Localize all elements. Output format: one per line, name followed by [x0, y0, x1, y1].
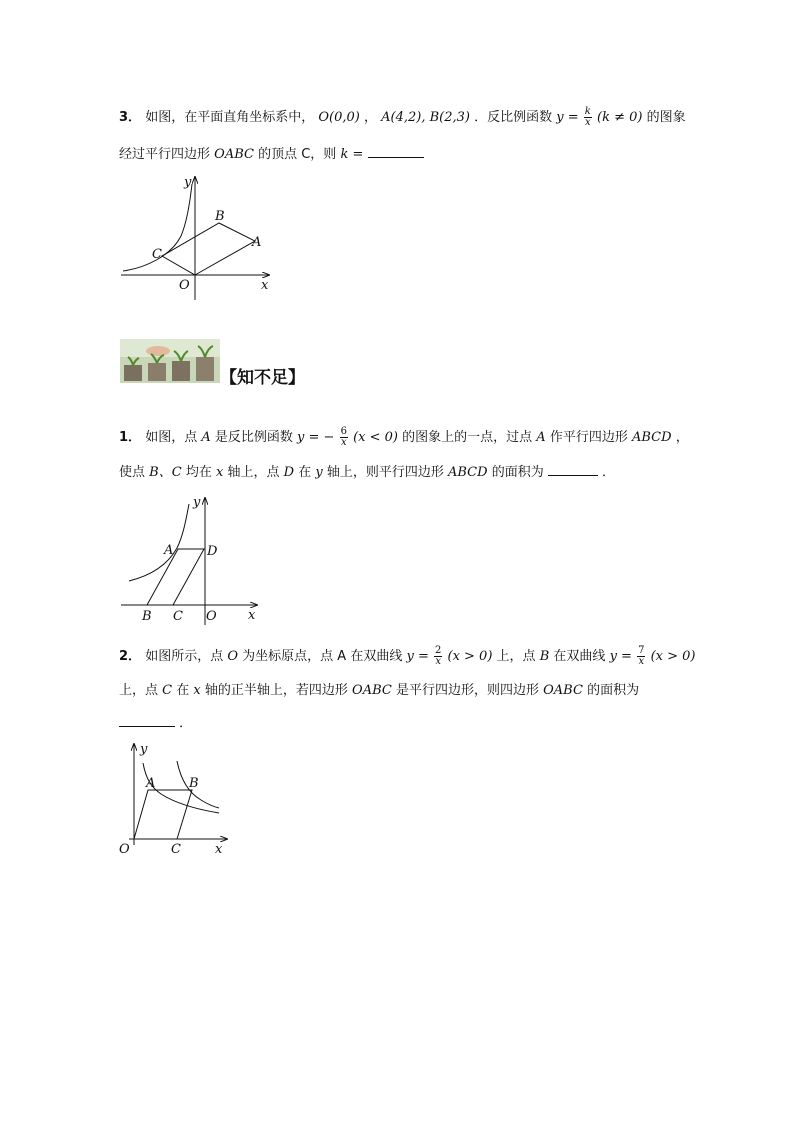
k2-text: 上，点 — [119, 683, 159, 698]
k2-line-2 — [119, 682, 639, 700]
x-axis-label: x — [248, 608, 256, 623]
numerator: 6 — [340, 426, 347, 437]
k2-text: 为坐标原点，点 A 在双曲线 — [242, 649, 403, 664]
seedling-coins-banner-image — [120, 339, 220, 383]
k1-text: 轴上，点 — [227, 465, 280, 480]
k2-line-3 — [119, 714, 192, 733]
point-d-label: D — [207, 544, 218, 559]
k1-line-2 — [119, 463, 615, 482]
function-condition: (x > 0) — [650, 649, 696, 664]
question-number: 3． — [119, 110, 142, 125]
shape-name: ABCD — [448, 465, 488, 480]
denominator: x — [585, 117, 591, 128]
q3-text: 经过平行四边形 — [119, 147, 211, 162]
origin-label: O — [179, 278, 190, 293]
point-a-label: A — [252, 235, 262, 250]
k1-figure — [115, 492, 265, 627]
origin-label: O — [206, 609, 217, 624]
x-axis-label: x — [215, 842, 223, 857]
hyperbola-curve — [129, 504, 189, 581]
k2-line-1 — [119, 646, 696, 667]
k2-figure — [115, 739, 235, 859]
k2-text: 如图所示，点 — [145, 649, 224, 664]
origin-label: O — [119, 842, 130, 857]
point-a-label: A — [146, 776, 156, 791]
function-condition: (x < 0) — [353, 430, 398, 445]
point-a-label: A — [164, 543, 174, 558]
function-condition: (x > 0) — [447, 649, 493, 664]
k2-text: 上，点 — [496, 649, 536, 664]
k1-text: 均在 — [185, 465, 212, 480]
fraction — [434, 646, 442, 667]
numerator: 2 — [434, 645, 442, 656]
points-b-c: B、C — [149, 465, 182, 480]
point-a: A — [536, 430, 546, 445]
fraction — [340, 427, 348, 448]
q3-text: 的顶点 C，则 — [258, 147, 337, 162]
y-axis-label: y — [193, 495, 201, 510]
point-a-coord: A(4,2), — [381, 110, 426, 125]
point-b: B — [539, 649, 550, 664]
answer-blank[interactable] — [368, 145, 424, 158]
q3-line-1 — [119, 107, 686, 128]
q3-line-2 — [119, 145, 424, 164]
k2-text: 轴的正半轴上，若四边形 — [204, 683, 348, 698]
k1-line-1 — [119, 427, 689, 448]
function-lhs: y = — [556, 110, 583, 125]
numerator: 7 — [638, 645, 645, 656]
parallelogram-oabc — [134, 790, 192, 839]
k1-text: 的图象上的一点，过点 — [402, 430, 533, 445]
point-b-label: B — [215, 209, 225, 224]
numerator: k — [584, 106, 591, 117]
point-a: A — [201, 430, 211, 445]
k1-text: 在 — [298, 465, 312, 480]
k1-text: ， — [675, 430, 689, 445]
point-b-label: B — [142, 609, 152, 624]
question-number: 2． — [119, 649, 142, 664]
y-axis-label: y — [184, 175, 192, 190]
point-b-label: B — [189, 776, 199, 791]
axis-name: x — [215, 465, 224, 480]
point-o-coord: O(0,0) — [318, 110, 360, 125]
shape-name: ABCD — [631, 430, 672, 445]
fraction — [637, 646, 645, 667]
q3-text: ．反比例函数 — [474, 110, 553, 125]
k2-text: 在 — [176, 683, 190, 698]
period: ． — [602, 465, 616, 480]
question-number: 1． — [119, 430, 142, 445]
function-condition: (k ≠ 0) — [597, 110, 643, 125]
k1-text: 是反比例函数 — [214, 430, 293, 445]
point-c-label: C — [173, 609, 183, 624]
denominator: x — [340, 437, 347, 448]
k2-text: 在双曲线 — [553, 649, 606, 664]
k2-text: 是平行四边形，则四边形 — [395, 683, 539, 698]
separator: ， — [363, 110, 377, 125]
parallelogram-abcd — [147, 549, 204, 605]
answer-blank[interactable] — [119, 714, 175, 727]
point-c: C — [162, 683, 173, 698]
q3-figure — [115, 172, 280, 302]
denominator: x — [435, 656, 441, 667]
k1-text: 作平行四边形 — [549, 430, 628, 445]
section-title: 【知不足】 — [220, 368, 305, 388]
period: ． — [179, 716, 193, 731]
ask-variable: k = — [340, 147, 368, 162]
point-c-label: C — [152, 247, 162, 262]
axis-name: y — [315, 465, 323, 480]
function-lhs: y = — [609, 649, 637, 664]
fraction — [584, 107, 592, 128]
k1-text: 轴上，则平行四边形 — [326, 465, 444, 480]
y-axis-label: y — [140, 742, 148, 757]
point-c-label: C — [171, 842, 181, 857]
shape-name: OABC — [214, 147, 254, 162]
point-d: D — [283, 465, 295, 480]
shape-name: OABC — [543, 683, 583, 698]
axis-name: x — [193, 683, 201, 698]
k1-text: 如图，点 — [145, 430, 198, 445]
q3-text: 如图，在平面直角坐标系中， — [145, 110, 315, 125]
k1-text: 的面积为 — [491, 465, 544, 480]
parallelogram-oabc — [162, 223, 255, 275]
point-b-coord: B(2,3) — [429, 110, 470, 125]
x-axis-label: x — [261, 278, 269, 293]
denominator: x — [638, 656, 645, 667]
answer-blank[interactable] — [548, 463, 598, 476]
k1-text: 使点 — [119, 465, 146, 480]
function-lhs: y = − — [297, 430, 335, 445]
function-lhs: y = — [406, 649, 433, 664]
point-o: O — [227, 649, 239, 664]
k2-text: 的面积为 — [587, 683, 640, 698]
q3-text: 的图象 — [646, 110, 686, 125]
shape-name: OABC — [352, 683, 392, 698]
